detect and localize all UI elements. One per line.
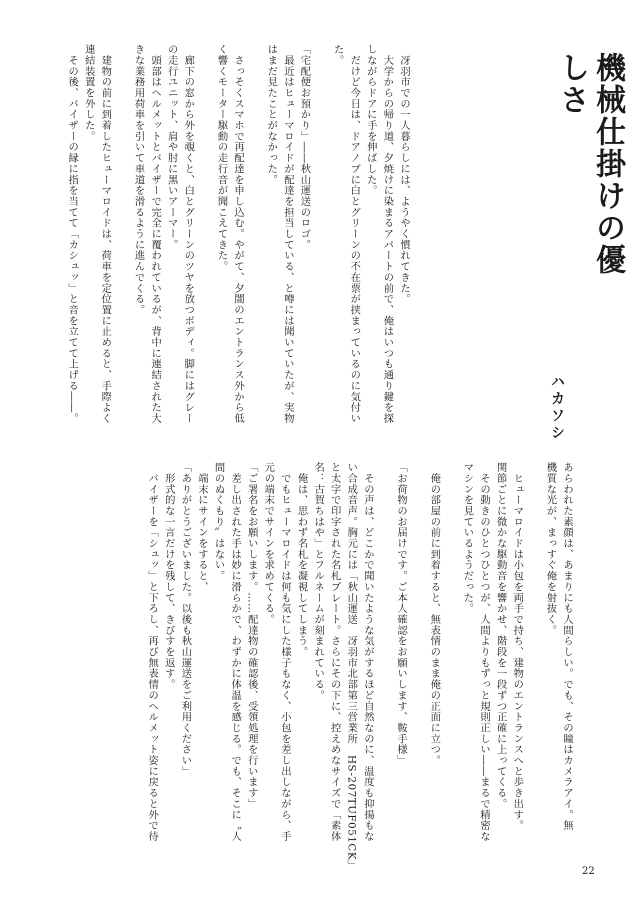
text-line: 連結装置を外した。 (82, 44, 95, 142)
text-line: マシンを見ているようだった。 (461, 462, 474, 614)
text-line: 元の端末でサインを求めてくる。 (262, 462, 275, 625)
text-line: 「ありがとうございました。以後も秋山運送をご利用ください」 (179, 462, 192, 777)
text-line: た。 (331, 44, 344, 66)
text-line: く響くモーター駆動の走行音が聞こえてきた。 (215, 44, 228, 272)
text-line: ヒューマロイドは小包を両手で持ち、建物のエントランスへと歩き出す。 (511, 462, 524, 831)
text-line: 廊下の窓から外を覗くと、白とグリーンのツヤを放つボディ。脚にはグレー (182, 44, 195, 424)
text-line: 「お荷物のお届けです。ご本人確認をお願いします、鞍手様」 (395, 462, 408, 766)
text-line: あらわれた素顔は、あまりにも人間らしい。でも、その瞳はカメラアイ。無 (561, 462, 573, 831)
text-line: しながらドアに手を伸ばした。 (364, 44, 377, 196)
text-line (376, 462, 393, 857)
text-line: と太字で印字された名札プレート。さらにその下に、控えめなサイズで「素体 (328, 462, 341, 842)
text-line (113, 44, 130, 444)
text-line (246, 44, 263, 444)
text-line (196, 44, 213, 444)
text-line: きな業務用荷車を引いて車道を滑るように進んでくる。 (132, 44, 145, 316)
page-number: 22 (582, 866, 595, 877)
text-line (442, 462, 459, 857)
text-line: い合成音声。胸元には「秋山運送 冴羽市北部第三営業所 HS-207TUF051CK」 (345, 462, 358, 871)
text-line: その声は、どこかで聞いたような気がするほど自然なのに、温度も抑揚もな (361, 462, 374, 842)
text-line: の走行ユニット、肩や肘に黒いアーマー。 (165, 44, 178, 251)
text-line: さっそくスマホで再配達を申し込む。やがて、夕闇のエントランス外から低 (232, 44, 245, 424)
text-line: 差し出された手は妙に滑らかで、わずかに体温を感じる。でも、そこに〝人 (229, 462, 242, 842)
text-line: でもヒューマロイドは何も気にした様子もなく、小包を差し出しながら、手 (278, 462, 291, 842)
body-text-upper (64, 44, 412, 444)
text-line: 形式的な一言だけを残して、きびすを返す。 (162, 462, 175, 690)
text-line: 最近はヒューマロイドが配達を担当している、と噂には聞いていたが、実物 (281, 44, 294, 424)
text-line: 機質な光が、まっすぐ俺を射抜く。 (544, 462, 557, 636)
text-line: 大学からの帰り道、夕焼けに染まるアパートの前で、俺はいつも通り鍵を探 (381, 44, 394, 424)
text-line (525, 462, 542, 857)
text-line: 関節ごとに微かな駆動音を響かせ、階段を一段ずつ正確に上ってくる。 (494, 462, 507, 810)
text-line: 頭部はヘルメットとバイザーで完全に覆われているが、背中に連結された大 (149, 44, 162, 424)
text-line: 名：古賀ちはや」とフルネームが刻まれている。 (312, 462, 325, 701)
story-title: 機械仕掛けの優しさ (554, 52, 625, 276)
text-line: その動きのひとつひとつが、人間よりもずっと規則正しい――まるで精密な (478, 462, 491, 842)
text-line: 端末にサインをすると、 (195, 462, 208, 593)
text-line (409, 462, 426, 857)
text-line: 「宅配便お預かり」――秋山運送のロゴ。 (298, 44, 311, 251)
text-line: 建物の前に到着したヒューマロイドは、荷車を定位置に止めると、手際よく (99, 44, 112, 424)
body-text-lower (144, 462, 575, 871)
author-name: ハカソシ (549, 374, 565, 442)
text-line: 「ご署名をお願いします。……配達物の確認後、受領処理を行います」 (245, 462, 258, 810)
text-line: 俺は、思わず名札を凝視してしまう。 (295, 462, 308, 658)
text-line: だけど今日は、ドアノブに白とグリーンの不在票が挟まっているのに気付い (348, 44, 361, 424)
text-line: はまだ見たことがなかった。 (265, 44, 278, 186)
text-line: バイザーを「シュッ」と下ろし、再び無表情のヘルメット姿に戻ると外で待 (146, 462, 159, 842)
text-line: 間のぬくもり〟はない。 (212, 462, 225, 582)
text-line: 冴羽市での一人暮らしには、ようやく慣れてきた。 (398, 44, 410, 305)
text-line: その後、バイザーの縁に指を当てて「カシュッ」と音を立てて上げる――。 (66, 44, 79, 424)
text-line: 俺の部屋の前に到着すると、無表情のまま俺の正面に立つ。 (428, 462, 441, 766)
text-line (312, 44, 329, 444)
